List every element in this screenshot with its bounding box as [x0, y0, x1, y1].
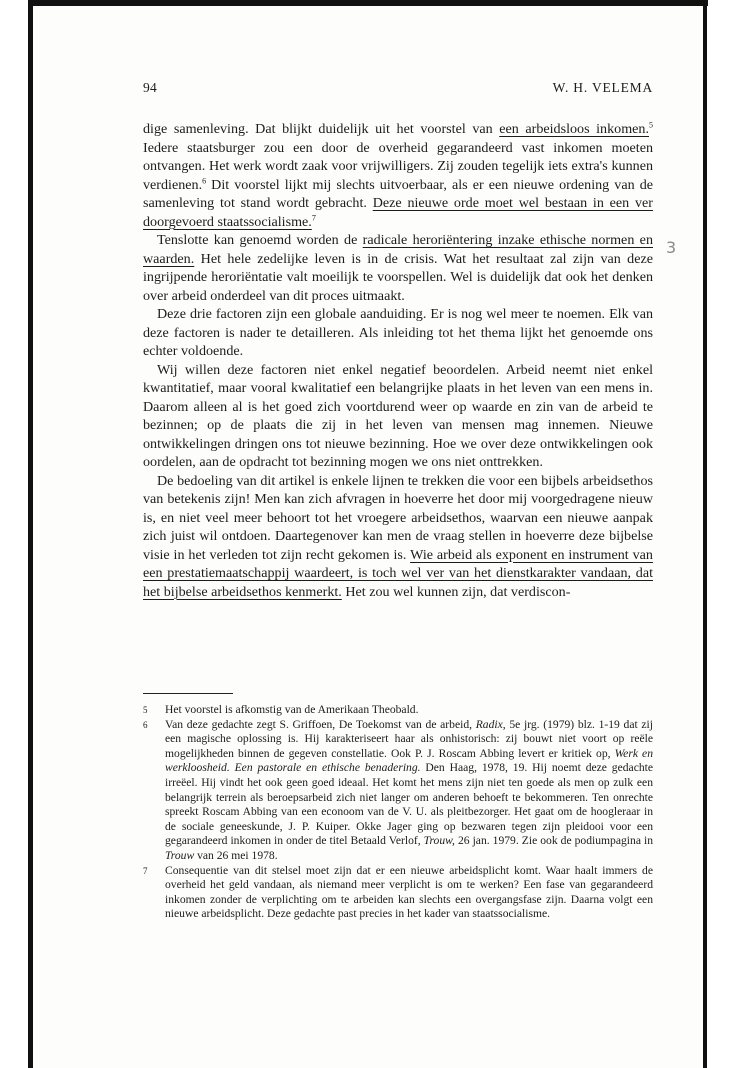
footnote-7 — [143, 864, 653, 922]
paragraph-5 — [143, 472, 653, 602]
fn6-text-a: Van deze gedachte zegt S. Griffoen, De Toekomst van de arbeid, — [165, 717, 476, 731]
underlined-heroriëntering: radicale heroriëntering inzake ethische normen en waarden. — [143, 232, 653, 267]
footnote-divider — [143, 693, 233, 694]
footnote-number: 5 — [143, 705, 148, 715]
p1-text-c: Dit voorstel lijkt mij slechts uitvoerbaar, als er een nieuwe ordening van de samenleving tot stand wordt gebracht. — [143, 176, 653, 211]
scan-edge-right — [703, 0, 707, 1068]
footnote-ref-7[interactable]: 7 — [311, 212, 316, 222]
underlined-arbeidsloos-inkomen: een arbeidsloos inkomen. — [499, 121, 649, 137]
underlined-prestatiemaatschappij: Wie arbeid als exponent en instrument van een prestatiemaatschappij waardeert, is toch wel ver van het dienstkarakter vandaan, dat het bijbelse arbeidsethos kenmerkt. — [143, 546, 653, 600]
fn6-text-c: Den Haag, 1978, 19. Hij noemt deze gedachte irreëel. Hij vindt het ook geen goed ideaal. Het komt het mens zijn niet ten goede als men op zulk een belangrijk terrein als beroepsarbeid zich niet langer om anderen behoeft te bekommeren. Ten onrechte spreekt Roscam Abbing van een econoom van de V. U. als pleitbezorger. Het gaat om de hoogleraar in de sociale geneeskunde, J. P. Kuiper. Okke Jager ging op bezwaren tegen zijn pleidooi voor een gegarandeerd inkomen in onder de titel Betaald Verlof, — [165, 761, 653, 848]
fn6-text-d: 26 jan. 1979. Zie ook de podiumpagina in — [454, 834, 654, 848]
paragraph-2 — [143, 231, 653, 305]
footnote-ref-5[interactable]: 5 — [649, 120, 653, 130]
footnote-text: Het voorstel is afkomstig van de Amerikaan Theobald. — [165, 703, 419, 716]
running-head-author: W. H. VELEMA — [552, 80, 653, 95]
footnote-6 — [143, 718, 653, 864]
paragraph-1 — [143, 120, 653, 231]
body-text — [143, 120, 653, 601]
fn6-italic-book-title: Werk en werkloosheid. Een pastorale en ethische benadering. — [165, 746, 653, 775]
paragraph-4: Wij willen deze factoren niet enkel negatief beoordelen. Arbeid neemt niet enkel kwantitatief, maar vooral kwalitatief een belangrijke plaats in het leven van een mens in. Daarom alleen al is het goed zich voortdurend weer op waarde en zin van de arbeid te bezinnen; op de plaats die zij in het leven van mensen mag innemen. Nieuwe ontwikkelingen dringen ons tot nieuwe bezinning. Hoe we over deze ontwikkelingen ook oordelen, aan de opdracht tot bezinning mogen we ons niet onttrekken. — [143, 361, 653, 470]
handwritten-margin-mark: 3 — [666, 238, 677, 257]
fn6-text-e: van 26 mei 1978. — [194, 848, 278, 862]
fn6-italic-trouw-2: Trouw — [165, 848, 195, 862]
footnote-number: 6 — [143, 719, 148, 730]
footnote-ref-6[interactable]: 6 — [202, 175, 207, 185]
footnotes — [143, 703, 653, 922]
footnote-5 — [143, 703, 653, 718]
p2-text-a: Tenslotte kan genoemd worden de — [157, 232, 363, 248]
fn6-italic-trouw: Trouw, — [423, 834, 455, 848]
underlined-staatssocialisme: Deze nieuwe orde moet wel bestaan in een ver doorgevoerd staatssocialisme. — [143, 195, 653, 230]
page-header — [143, 80, 653, 100]
footnote-number: 7 — [143, 865, 148, 876]
p5-text-b: Het zou wel kunnen zijn, dat verdiscon- — [341, 583, 571, 600]
p1-text-a: dige samenleving. Dat blijkt duidelijk uit het voorstel van — [143, 121, 500, 137]
paragraph-3: Deze drie factoren zijn een globale aanduiding. Er is nog wel meer te noemen. Elk van deze factoren is nader te detailleren. Als inleiding tot het thema lijkt het genoemde ons echter voldoende. — [143, 306, 653, 359]
fn6-text-b: 5e jrg. (1979) blz. 1-19 dat zij een magische oplossing is. Hij karakteriseert haar als onhistorisch: zij bouwt niet voort op reële mogelijkheden binnen de gegeven constellatie. Ook P. J. Roscam Abbing levert er kritiek op, — [165, 717, 653, 760]
p2-text-b: Het hele zedelijke leven is in de crisis. Wat het resultaat zal zijn van deze ingrijpende heroriëntatie valt moeilijk te voorspellen. Wel is duidelijk dat ook het denken over arbeid onderdeel van dit proces uitmaakt. — [143, 250, 653, 304]
footnote-text: Consequentie van dit stelsel moet zijn dat er een nieuwe arbeidsplicht komt. Waar haalt immers de overheid het geld vandaan, als niemand meer verplicht is om te werken? Een fase van gegarandeerd inkomen zonder de verplichting om te arbeiden kan slechts een overgangsfase zijn. Daarna volgt een nieuwe arbeidsplicht. Deze gedachte past precies in het kader van staatssocialisme. — [165, 863, 653, 921]
p5-text-a: De bedoeling van dit artikel is enkele lijnen te trekken die voor een bijbels arbeidsethos van betekenis zijn! Men kan zich afvragen in hoeverre het door mij voorgedragene nieuw is, en niet veel meer behoort tot het vroegere arbeidsethos, waarvan een nieuwe aanpak zich juist wil ontdoen. Daartegenover kan men de vraag stellen in hoeverre deze bijbelse visie in het verleden tot zijn recht gekomen is. — [143, 472, 653, 563]
page-number: 94 — [143, 80, 158, 95]
fn6-italic-radix: Radix, — [475, 717, 506, 731]
p1-text-b: Iedere staatsburger zou een door de overheid gegarandeerd vast inkomen moeten ontvangen. Het werk wordt zaak voor vrijwilligers. Zij zouden tegelijk iets extra's kunnen verdienen. — [143, 139, 653, 193]
